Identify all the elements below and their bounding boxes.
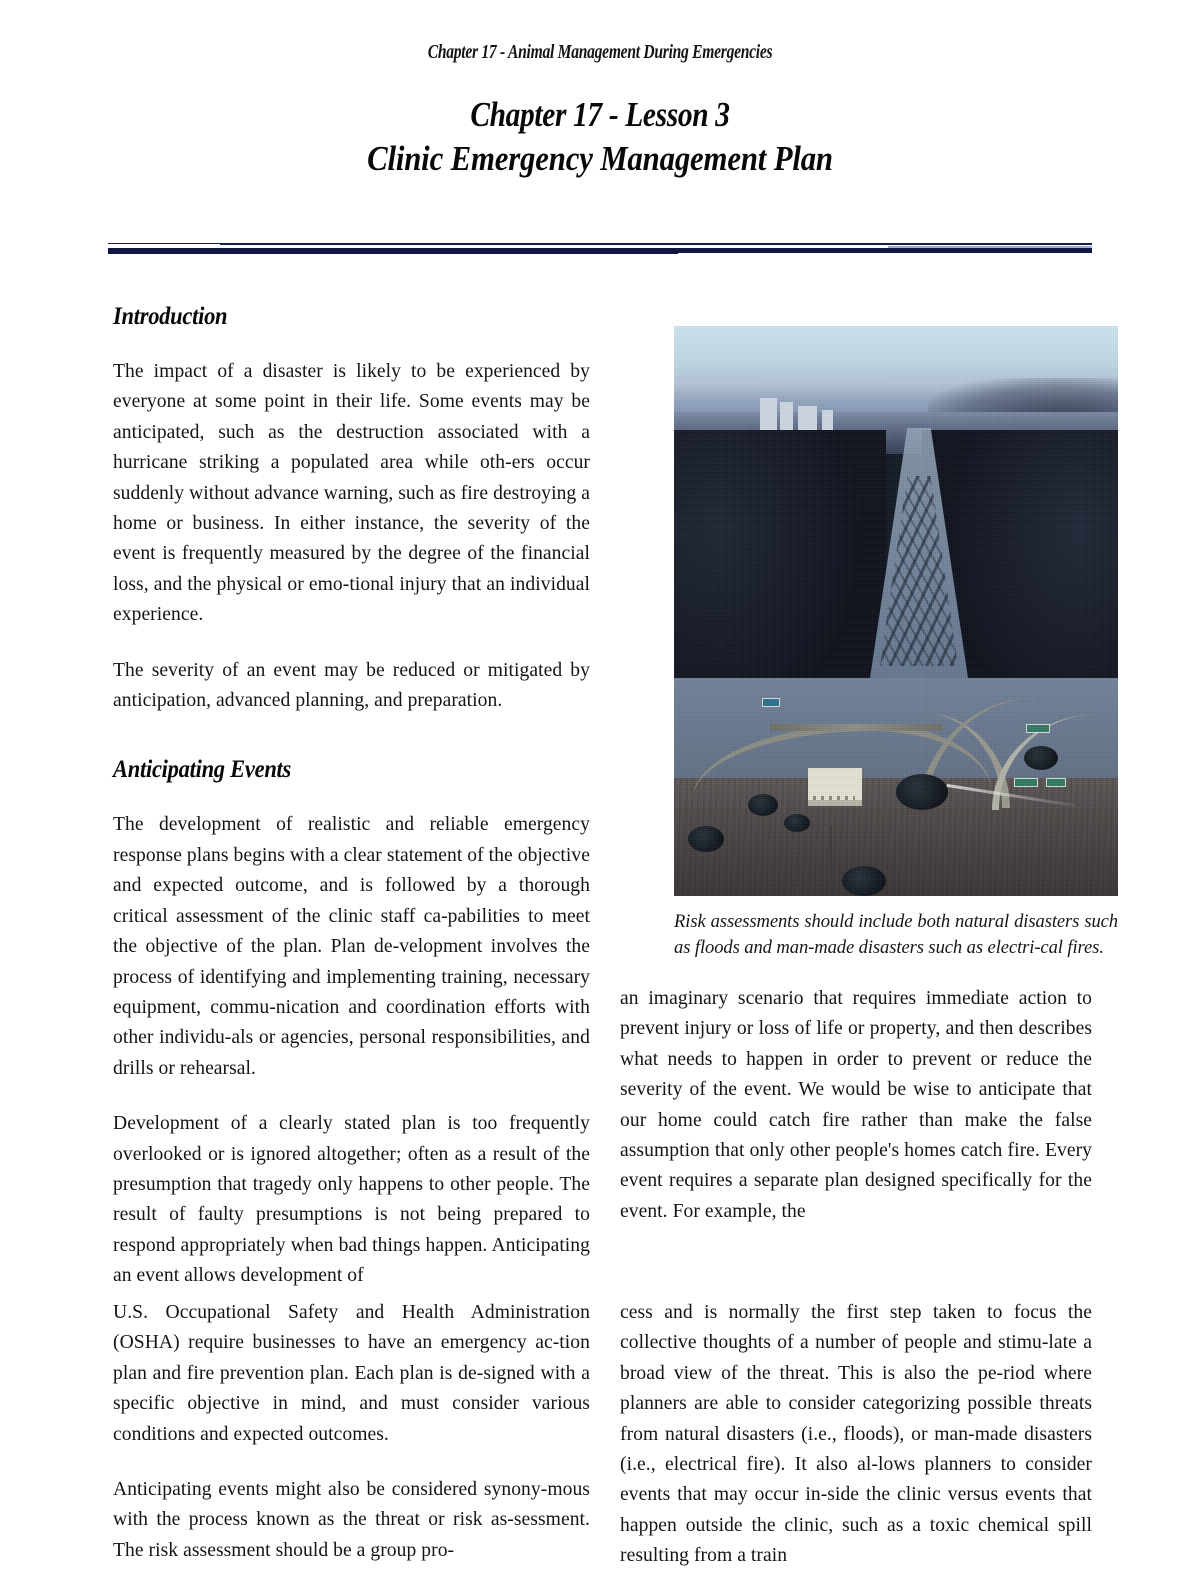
left-column-upper [113, 303, 590, 1292]
paragraph-right-upper-1: an imaginary scenario that requires immediate action to prevent injury or loss of life or property, and then describes what needs to happen in order to prevent or reduce the severity of the event. We would be wise to anticipate that our home could catch fire rather than make the false assumption that only other people's homes catch fire. Every event requires a separate plan designed specifically for the event. For example, the [620, 988, 1092, 1222]
running-head: Chapter 17 - Animal Management During Emergencies [427, 42, 773, 63]
paragraph-anticipating-1: The development of realistic and reliable emergency response plans begins with a clear statement of the objective and expected outcome, and is followed by a thorough critical assessment of the clinic staff ca-pabilities to meet the objective of the plan. Plan de-velopment involves the process of identifying and implementing training, necessary equipment, commu-nication and coordination efforts with other individu-als or agencies, personal responsibilities, and drills or rehearsal. [113, 814, 590, 1079]
photo-tree-clump [688, 826, 724, 852]
paragraph-left-lower-2: Anticipating events might also be considered synony-mous with the process known as the threat or risk as-sessment. The risk assessment should be a group pro- [113, 1479, 590, 1561]
paragraph-introduction-2: The severity of an event may be reduced or mitigated by anticipation, advanced planning, and preparation. [113, 659, 590, 712]
paragraph-introduction-1: The impact of a disaster is likely to be experienced by everyone at some point in their life. Some events may be anticipated, such as the destruction associated with a hurricane striking a populated area while oth-ers occur suddenly without advance warning, such as fire destroying a home or business. In either instance, the severity of the event is frequently measured by the degree of the financial loss, and the physical or emo-tional injury that an individual experience. [113, 361, 590, 626]
photo-tree-clump [748, 794, 778, 816]
right-column-upper [620, 984, 1092, 1227]
photo-highway-sign [1014, 778, 1038, 787]
photo-tree-clump [1024, 746, 1058, 770]
header-divider-rule [108, 243, 1092, 257]
photo-utility-pole [796, 852, 798, 896]
photo-highway-sign [1046, 778, 1066, 787]
page-title [0, 94, 1200, 182]
photo-bridge-span [770, 724, 942, 731]
photo-tree-clump [784, 814, 810, 832]
photo-utility-pole [830, 826, 832, 888]
heading-introduction: Introduction [113, 303, 228, 330]
figure-caption: Risk assessments should include both natural disasters such as floods and man-made disasters such as electri-cal fires. [674, 911, 1118, 958]
left-column-lower [113, 1298, 590, 1566]
paragraph-anticipating-2: Development of a clearly stated plan is too frequently overlooked or is ignored altogether; often as a result of the presumption that tragedy only happens to other people. The result of faulty presumptions is not being prepared to respond appropriately when bad things happen. Anticipating an event allows development of [113, 1113, 590, 1287]
divider-notch-left [108, 252, 678, 254]
paragraph-left-lower-1: U.S. Occupational Safety and Health Administration (OSHA) require businesses to have an emergency ac-tion plan and fire prevention plan. Each plan is de-signed with a specific objective in mind, and must consider various conditions and expected outcomes. [113, 1302, 590, 1445]
divider-notch-right [888, 246, 1092, 248]
flood-aerial-photograph [674, 326, 1118, 896]
figure-flood-photo [674, 326, 1118, 961]
title-line-chapter-lesson: Chapter 17 - Lesson 3 [470, 95, 730, 134]
photo-highway-sign [762, 698, 780, 707]
photo-white-building [808, 768, 862, 806]
right-column-lower [620, 1298, 1092, 1572]
divider-thin-gap [108, 244, 220, 246]
heading-anticipating-events: Anticipating Events [113, 756, 292, 784]
divider-thin-line [108, 243, 1092, 245]
photo-tree-clump [842, 866, 886, 896]
photo-tower [760, 398, 777, 434]
photo-highway-sign [1026, 724, 1050, 733]
paragraph-right-lower-1: cess and is normally the first step taken to focus the collective thoughts of a number of people and stimu-late a broad view of the threat. This is also the pe-riod where planners are able to consider categorizing possible threats from natural disasters (i.e., floods), or man-made disasters (i.e., electrical fire). It also al-lows planners to consider events that may occur in-side the clinic versus events that happen outside the clinic, such as a toxic chemical spill resulting from a train [620, 1302, 1092, 1567]
title-line-subject: Clinic Emergency Management Plan [367, 139, 833, 178]
photo-tree-clump [896, 774, 948, 810]
